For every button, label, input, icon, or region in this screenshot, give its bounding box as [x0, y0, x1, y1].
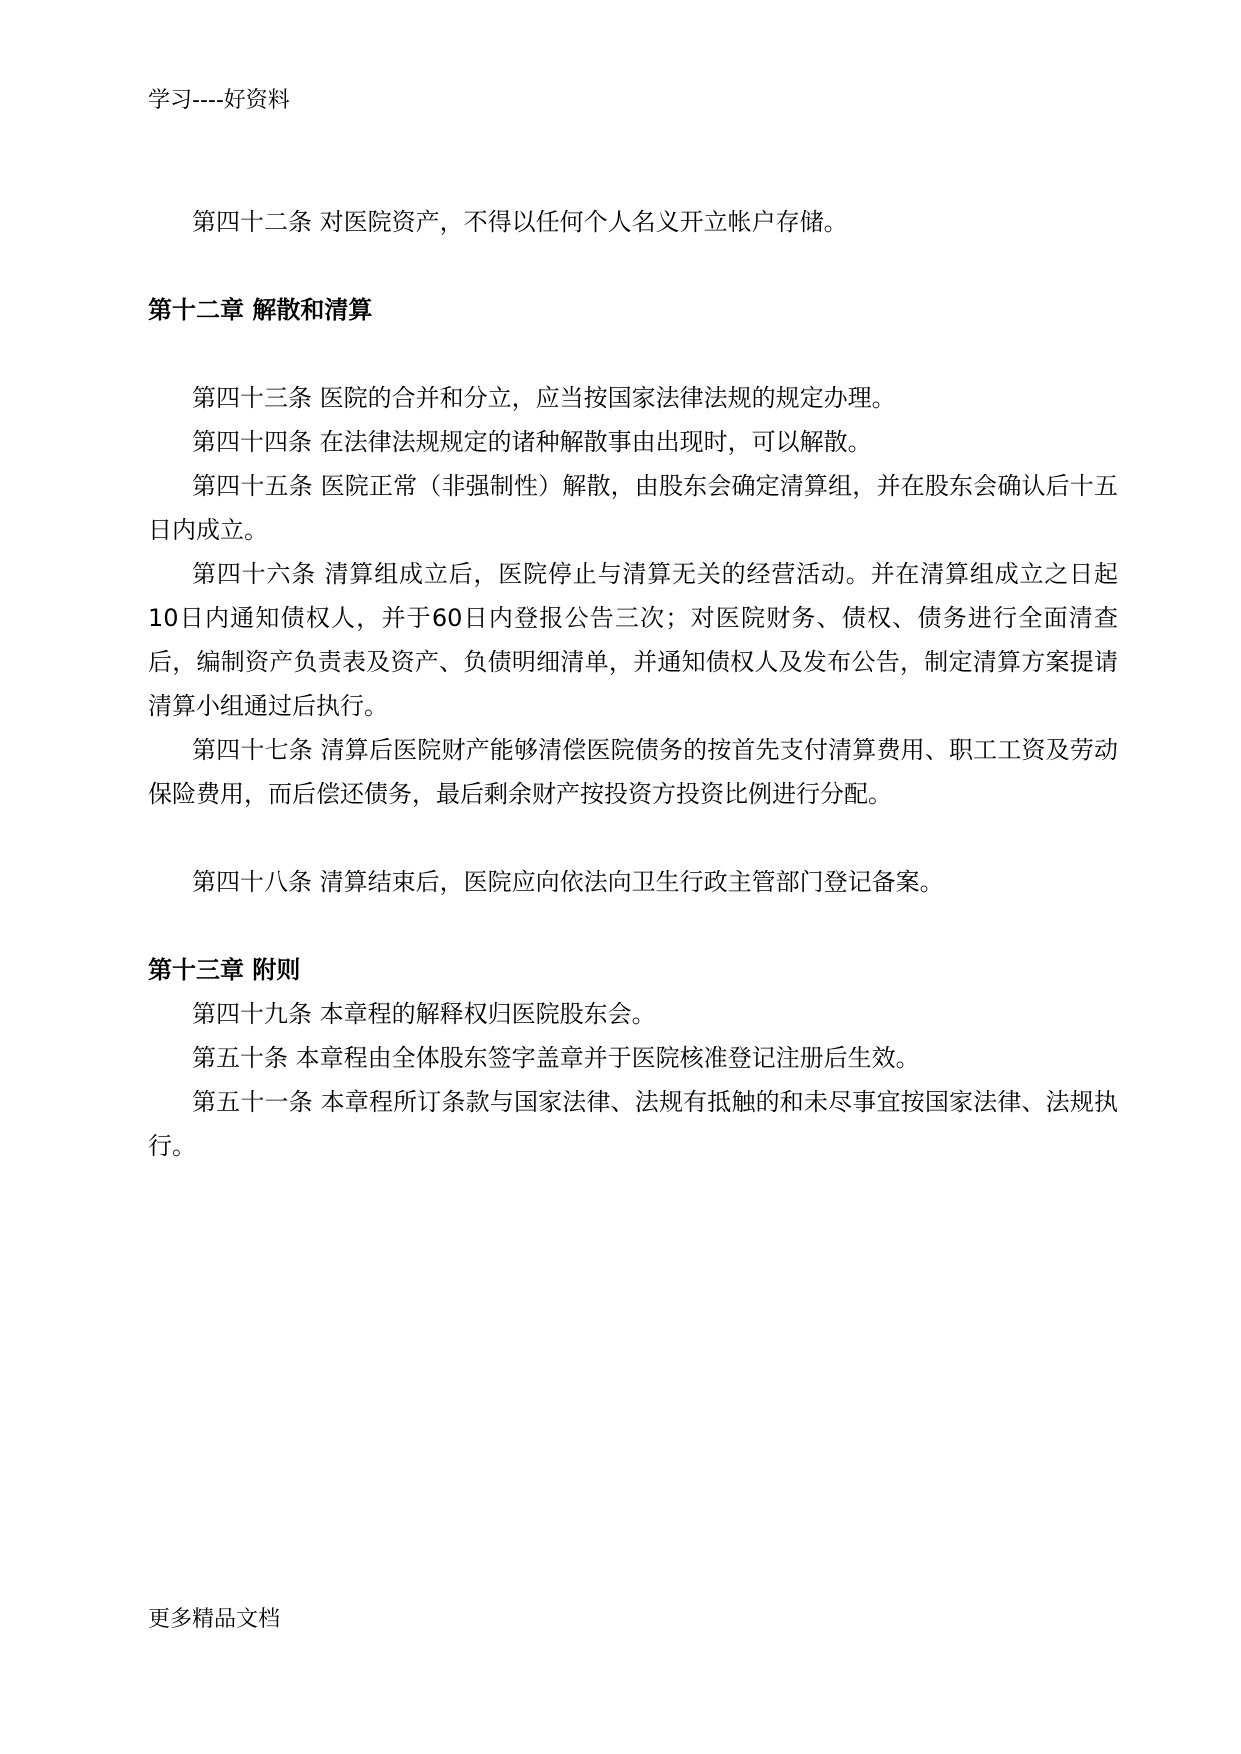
article-43: 第四十三条 医院的合并和分立，应当按国家法律法规的规定办理。 [192, 384, 896, 412]
chapter-13-heading: 第十三章 附则 [148, 956, 301, 984]
spacer [148, 904, 1118, 948]
article-48: 第四十八条 清算结束后，医院应向依法向卫生行政主管部门登记备案。 [192, 868, 944, 896]
article-49: 第四十九条 本章程的解释权归医院股东会。 [192, 1000, 656, 1028]
article-51: 第五十一条 本章程所订条款与国家法律、法规有抵触的和未尽事宜按国家法律、法规执行。 [148, 1088, 1118, 1160]
page-header: 学习----好资料 [148, 88, 290, 113]
article-45: 第四十五条 医院正常（非强制性）解散，由股东会确定清算组，并在股东会确认后十五日内成立。 [148, 472, 1118, 544]
article-46: 第四十六条 清算组成立后，医院停止与清算无关的经营活动。并在清算组成立之日起10日内通知债权人，并于60日内登报公告三次；对医院财务、债权、债务进行全面清查后，编制资产负责表及资产、负债明细清单，并通知债权人及发布公告，制定清算方案提请清算小组通过后执行。 [148, 560, 1118, 720]
document-body [148, 200, 1118, 1168]
article-44: 第四十四条 在法律法规规定的诸种解散事由出现时，可以解散。 [192, 428, 872, 456]
spacer [148, 244, 1118, 288]
spacer [148, 332, 1118, 376]
article-50: 第五十条 本章程由全体股东签字盖章并于医院核准登记注册后生效。 [192, 1044, 920, 1072]
article-47: 第四十七条 清算后医院财产能够清偿医院债务的按首先支付清算费用、职工工资及劳动保险费用，而后偿还债务，最后剩余财产按投资方投资比例进行分配。 [148, 736, 1118, 808]
page-footer: 更多精品文档 [148, 1607, 281, 1632]
chapter-12-heading: 第十二章 解散和清算 [148, 296, 373, 324]
spacer [148, 816, 1118, 860]
article-42: 第四十二条 对医院资产，不得以任何个人名义开立帐户存储。 [192, 208, 848, 236]
